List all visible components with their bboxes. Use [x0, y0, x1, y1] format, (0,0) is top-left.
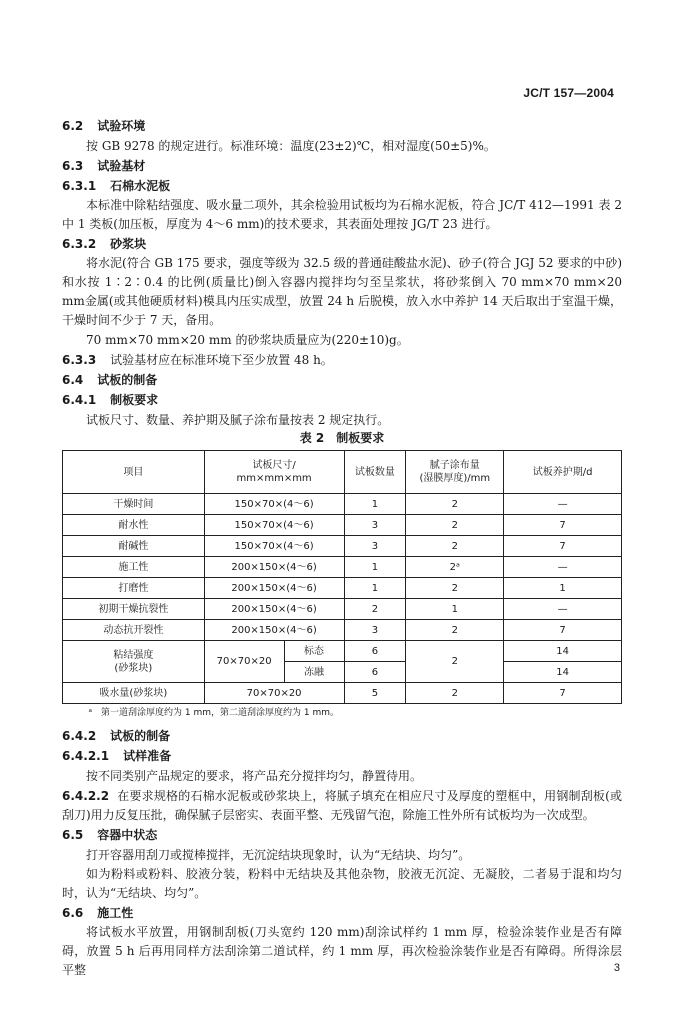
- table-cell: 2: [406, 683, 504, 704]
- table-cell: 标态: [284, 641, 344, 662]
- table-row: [63, 599, 622, 620]
- table-cell: 1: [344, 557, 406, 578]
- table-cell: 2ᵃ: [406, 557, 504, 578]
- table-cell: 2: [406, 578, 504, 599]
- table-footnote: ᵃ 第一道刮涂厚度约为 1 mm，第二道刮涂厚度约为 1 mm。: [63, 704, 622, 723]
- table-cell: 3: [344, 515, 406, 536]
- section-title: 容器中状态: [97, 828, 158, 842]
- table-cell: 2: [406, 494, 504, 515]
- paragraph: 70 mm×70 mm×20 mm 的砂浆块质量应为(220±10)g。: [86, 333, 409, 347]
- table-cell: 1: [344, 578, 406, 599]
- table-cell: 200×150×(4～6): [204, 599, 344, 620]
- section-title: 试板的制备: [97, 373, 158, 387]
- section-heading: [62, 234, 622, 254]
- table-cell: 1: [344, 494, 406, 515]
- section-number: 6.3: [62, 159, 84, 173]
- table-row: [63, 557, 622, 578]
- section-heading: [62, 370, 622, 390]
- section-title: 砂浆块: [110, 237, 147, 251]
- table-cell: 2: [406, 536, 504, 557]
- page-number: 3: [613, 962, 620, 974]
- table-cell: 动态抗开裂性: [63, 620, 205, 641]
- section-number: 6.4.2.2: [62, 789, 110, 803]
- document-body: [62, 116, 622, 980]
- section-number: 6.3.2: [62, 237, 97, 251]
- table-row: [63, 641, 622, 662]
- header-cell: 腻子涂布量 (湿膜厚度)/mm: [406, 451, 504, 494]
- section-title: 试样准备: [123, 749, 172, 763]
- table-row: [63, 536, 622, 557]
- section-text: 试验基材应在标准环境下至少放置 48 h。: [110, 353, 333, 367]
- table-cell: 冻融: [284, 662, 344, 683]
- section-heading: [62, 903, 622, 923]
- table-cell: 3: [344, 620, 406, 641]
- paragraph: 打开容器用刮刀或搅棒搅拌，无沉淀结块现象时，认为“无结块、均匀”。: [86, 848, 471, 862]
- section-number: 6.4.2.1: [62, 749, 110, 763]
- table-cell: 2: [406, 515, 504, 536]
- table-cell: —: [504, 557, 622, 578]
- table-cell: 耐水性: [63, 515, 205, 536]
- requirements-table: [62, 450, 622, 722]
- table-cell: 3: [344, 536, 406, 557]
- header-cell: 项目: [63, 451, 205, 494]
- section-number: 6.4.2: [62, 729, 97, 743]
- section-title: 石棉水泥板: [110, 179, 171, 193]
- table-cell: 7: [504, 620, 622, 641]
- section-number: 6.3.1: [62, 179, 97, 193]
- table-row: [63, 515, 622, 536]
- table-cell: 7: [504, 683, 622, 704]
- table-cell: 150×70×(4～6): [204, 536, 344, 557]
- table-cell: 7: [504, 515, 622, 536]
- table-cell: 2: [406, 620, 504, 641]
- standard-code: JC/T 157—2004: [523, 86, 614, 100]
- section-number: 6.5: [62, 828, 84, 842]
- table-row: [63, 683, 622, 704]
- section-title: 试板的制备: [110, 729, 171, 743]
- table-cell: 2: [344, 599, 406, 620]
- section-heading: [62, 350, 622, 370]
- table-cell: 1: [504, 578, 622, 599]
- section-heading: [62, 156, 622, 176]
- section-title: 试验基材: [97, 159, 146, 173]
- table-cell: 150×70×(4～6): [204, 494, 344, 515]
- paragraph: 按不同类别产品规定的要求，将产品充分搅拌均匀，静置待用。: [86, 769, 423, 783]
- table-cell: 200×150×(4～6): [204, 620, 344, 641]
- table-note-row: [63, 704, 622, 723]
- table-cell: —: [504, 494, 622, 515]
- header-cell: 试板养护期/d: [504, 451, 622, 494]
- table-cell: 干燥时间: [63, 494, 205, 515]
- table-cell: 200×150×(4～6): [204, 578, 344, 599]
- table-cell: 2: [406, 641, 504, 683]
- section-heading: [62, 116, 622, 136]
- table-cell: 打磨性: [63, 578, 205, 599]
- paragraph: 试板尺寸、数量、养护期及腻子涂布量按表 2 规定执行。: [86, 413, 390, 427]
- section-heading: [62, 746, 622, 766]
- section-heading: [62, 726, 622, 746]
- table-cell: 6: [344, 662, 406, 683]
- table-cell: 吸水量(砂浆块): [63, 683, 205, 704]
- section-title: 施工性: [97, 906, 134, 920]
- header-cell: 试板数量: [344, 451, 406, 494]
- table-row: [63, 578, 622, 599]
- section-number: 6.4.1: [62, 393, 97, 407]
- table-cell: 200×150×(4～6): [204, 557, 344, 578]
- table-title: 表 2 制板要求: [299, 431, 385, 445]
- table-cell: 耐碱性: [63, 536, 205, 557]
- section-number: 6.4: [62, 373, 84, 387]
- header-cell: 试板尺寸/ mm×mm×mm: [204, 451, 344, 494]
- table-cell: 5: [344, 683, 406, 704]
- table-cell: 70×70×20: [204, 641, 284, 683]
- table-cell: 14: [504, 662, 622, 683]
- table-header-row: [63, 451, 622, 494]
- paragraph: [62, 786, 622, 825]
- section-title: 制板要求: [110, 393, 159, 407]
- section-heading: [62, 390, 622, 410]
- section-heading: [62, 825, 622, 845]
- table-cell: 粘结强度 (砂浆块): [63, 641, 205, 683]
- section-number: 6.6: [62, 906, 84, 920]
- table-cell: 施工性: [63, 557, 205, 578]
- table-cell: —: [504, 599, 622, 620]
- table-cell: 150×70×(4～6): [204, 515, 344, 536]
- section-text: 在要求规格的石棉水泥板或砂浆块上，将腻子填充在相应尺寸及厚度的塑框中，用钢制刮板(或刮刀)用力反复压批，确保腻子层密实、表面平整、无残留气泡，除施工性外所有试板均为一次成型。: [62, 789, 622, 822]
- section-number: 6.2: [62, 119, 84, 133]
- table-cell: 14: [504, 641, 622, 662]
- section-number: 6.3.3: [62, 353, 97, 367]
- section-title: 试验环境: [97, 119, 146, 133]
- table-row: [63, 494, 622, 515]
- table-cell: 70×70×20: [204, 683, 344, 704]
- table-cell: 初期干燥抗裂性: [63, 599, 205, 620]
- paragraph: 如为粉料或粉料、胶液分装，粉料中无结块及其他杂物，胶液无沉淀、无凝胶，二者易于混和均匀时，认为“无结块、均匀”。: [62, 867, 622, 900]
- paragraph: 将水泥(符合 GB 175 要求，强度等级为 32.5 级的普通硅酸盐水泥)、砂子(符合 JGJ 52 要求的中砂)和水按 1∶2∶0.4 的比例(质量比)倒入容器内搅拌均匀至呈浆状，将砂浆倒入 70 mm×70 mm×20 mm金属(或其他硬质材料)模具内压实成型，放置 24 h 后脱模，放入水中养护 14 天后取出于室温干燥，干燥时间不少于 7 天，备用。: [62, 256, 622, 327]
- table-cell: 6: [344, 641, 406, 662]
- paragraph: 本标准中除粘结强度、吸水量二项外，其余检验用试板均为石棉水泥板，符合 JC/T 412—1991 表 2 中 1 类板(加压板，厚度为 4～6 mm)的技术要求，其表面处理按 JG/T 23 进行。: [62, 198, 622, 231]
- table-row: [63, 620, 622, 641]
- paragraph: 按 GB 9278 的规定进行。标准环境：温度(23±2)℃，相对湿度(50±5)%。: [86, 139, 496, 153]
- table-cell: 1: [406, 599, 504, 620]
- paragraph: 将试板水平放置，用钢制刮板(刀头宽约 120 mm)刮涂试样约 1 mm 厚，检验涂装作业是否有障碍，放置 5 h 后再用同样方法刮涂第二道试样，约 1 mm 厚，再次检验涂装作业是否有障碍。所得涂层平整: [62, 925, 622, 977]
- table-cell: 7: [504, 536, 622, 557]
- section-heading: [62, 176, 622, 196]
